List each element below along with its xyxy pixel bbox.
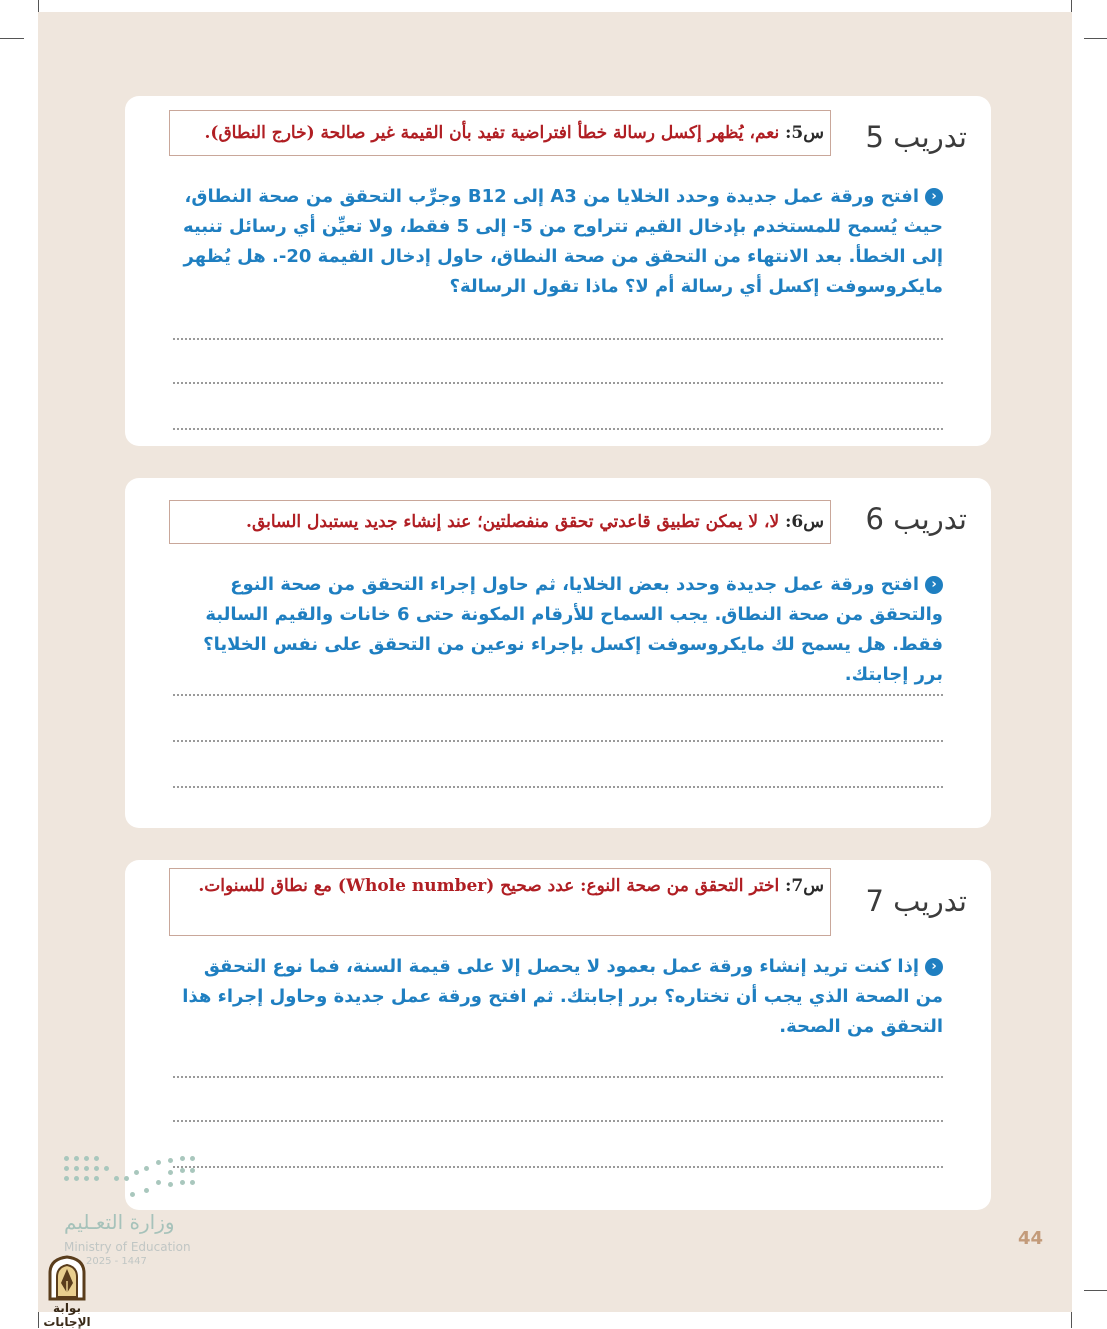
exercise-title: تدريب 6 bbox=[865, 502, 967, 536]
question-text-block bbox=[173, 952, 943, 1042]
answer-text: اختر التحقق من صحة النوع: عدد صحيح (Whole number) مع نطاق للسنوات. bbox=[198, 876, 786, 896]
answer-label: س7: bbox=[785, 876, 824, 896]
answer-box bbox=[169, 868, 831, 936]
chevron-left-icon: ‹ bbox=[925, 576, 943, 594]
answer-line[interactable] bbox=[173, 1166, 943, 1168]
answer-line[interactable] bbox=[173, 1076, 943, 1078]
crop-mark bbox=[1084, 38, 1107, 39]
answer-line[interactable] bbox=[173, 694, 943, 696]
question-text: افتح ورقة عمل جديدة وحدد بعض الخلايا، ثم حاول إجراء التحقق من صحة النوع والتحقق من صحة النطاق. يجب السماح للأرقام المكونة حتى 6 خانات والقيم السالبة فقط. هل يسمح لك مايكروسوفت إكسل بإجراء نوعين من التحقق على نفس الخلايا؟ برر إجابتك. bbox=[203, 574, 943, 685]
question-text: إذا كنت تريد إنشاء ورقة عمل بعمود لا يحصل إلا على قيمة السنة، فما نوع التحقق من الصحة الذي يجب أن تختاره؟ برر إجابتك. ثم افتح ورقة عمل جديدة وحاول إجراء هذا التحقق من الصحة. bbox=[182, 956, 943, 1037]
answer-text: لا، لا يمكن تطبيق قاعدتي تحقق منفصلتين؛ عند إنشاء جديد يستبدل السابق. bbox=[246, 512, 786, 532]
page-number: 44 bbox=[1018, 1228, 1044, 1249]
ministry-english-name: Ministry of Education bbox=[64, 1240, 191, 1254]
chevron-left-icon: ‹ bbox=[925, 188, 943, 206]
question-text-block bbox=[173, 182, 943, 302]
exercise-card-6 bbox=[125, 478, 991, 828]
exercise-title: تدريب 7 bbox=[865, 884, 967, 918]
portal-label: بوابة الإجابات bbox=[43, 1301, 91, 1329]
answer-line[interactable] bbox=[173, 382, 943, 384]
answer-box bbox=[169, 110, 831, 156]
answer-line[interactable] bbox=[173, 786, 943, 788]
answer-text: نعم، يُظهر إكسل رسالة خطأ افتراضية تفيد بأن القيمة غير صالحة (خارج النطاق). bbox=[204, 123, 786, 143]
answer-label: س5: bbox=[785, 123, 824, 143]
question-text-block bbox=[173, 570, 943, 690]
crop-mark bbox=[1084, 1290, 1107, 1291]
ministry-year: 2025 - 1447 bbox=[86, 1256, 147, 1267]
question-text: افتح ورقة عمل جديدة وحدد الخلايا من A3 إلى B12 وجرِّب التحقق من صحة النطاق، حيث يُسمح للمستخدم بإدخال القيم تتراوح من 5- إلى 5 فقط، ولا تعيِّن أي رسائل تنبيه إلى الخطأ. بعد الانتهاء من التحقق من صحة النطاق، حاول إدخال القيمة 20-. هل يُظهر مايكروسوفت إكسل أي رسالة أم لا؟ ماذا تقول الرسالة؟ bbox=[183, 186, 943, 297]
answer-line[interactable] bbox=[173, 1120, 943, 1122]
exercise-title: تدريب 5 bbox=[865, 120, 967, 154]
answer-line[interactable] bbox=[173, 740, 943, 742]
logo-dots-icon bbox=[60, 1150, 200, 1200]
answer-label: س6: bbox=[785, 512, 824, 532]
ministry-arabic-name: وزارة التعـليم bbox=[64, 1210, 175, 1234]
exercise-card-7 bbox=[125, 860, 991, 1210]
exercise-card-5 bbox=[125, 96, 991, 446]
answers-portal-logo bbox=[28, 1255, 106, 1329]
answer-line[interactable] bbox=[173, 428, 943, 430]
pen-nib-icon bbox=[28, 1255, 106, 1301]
crop-mark bbox=[0, 38, 24, 39]
answer-box bbox=[169, 500, 831, 544]
answer-line[interactable] bbox=[173, 338, 943, 340]
chevron-left-icon: ‹ bbox=[925, 958, 943, 976]
